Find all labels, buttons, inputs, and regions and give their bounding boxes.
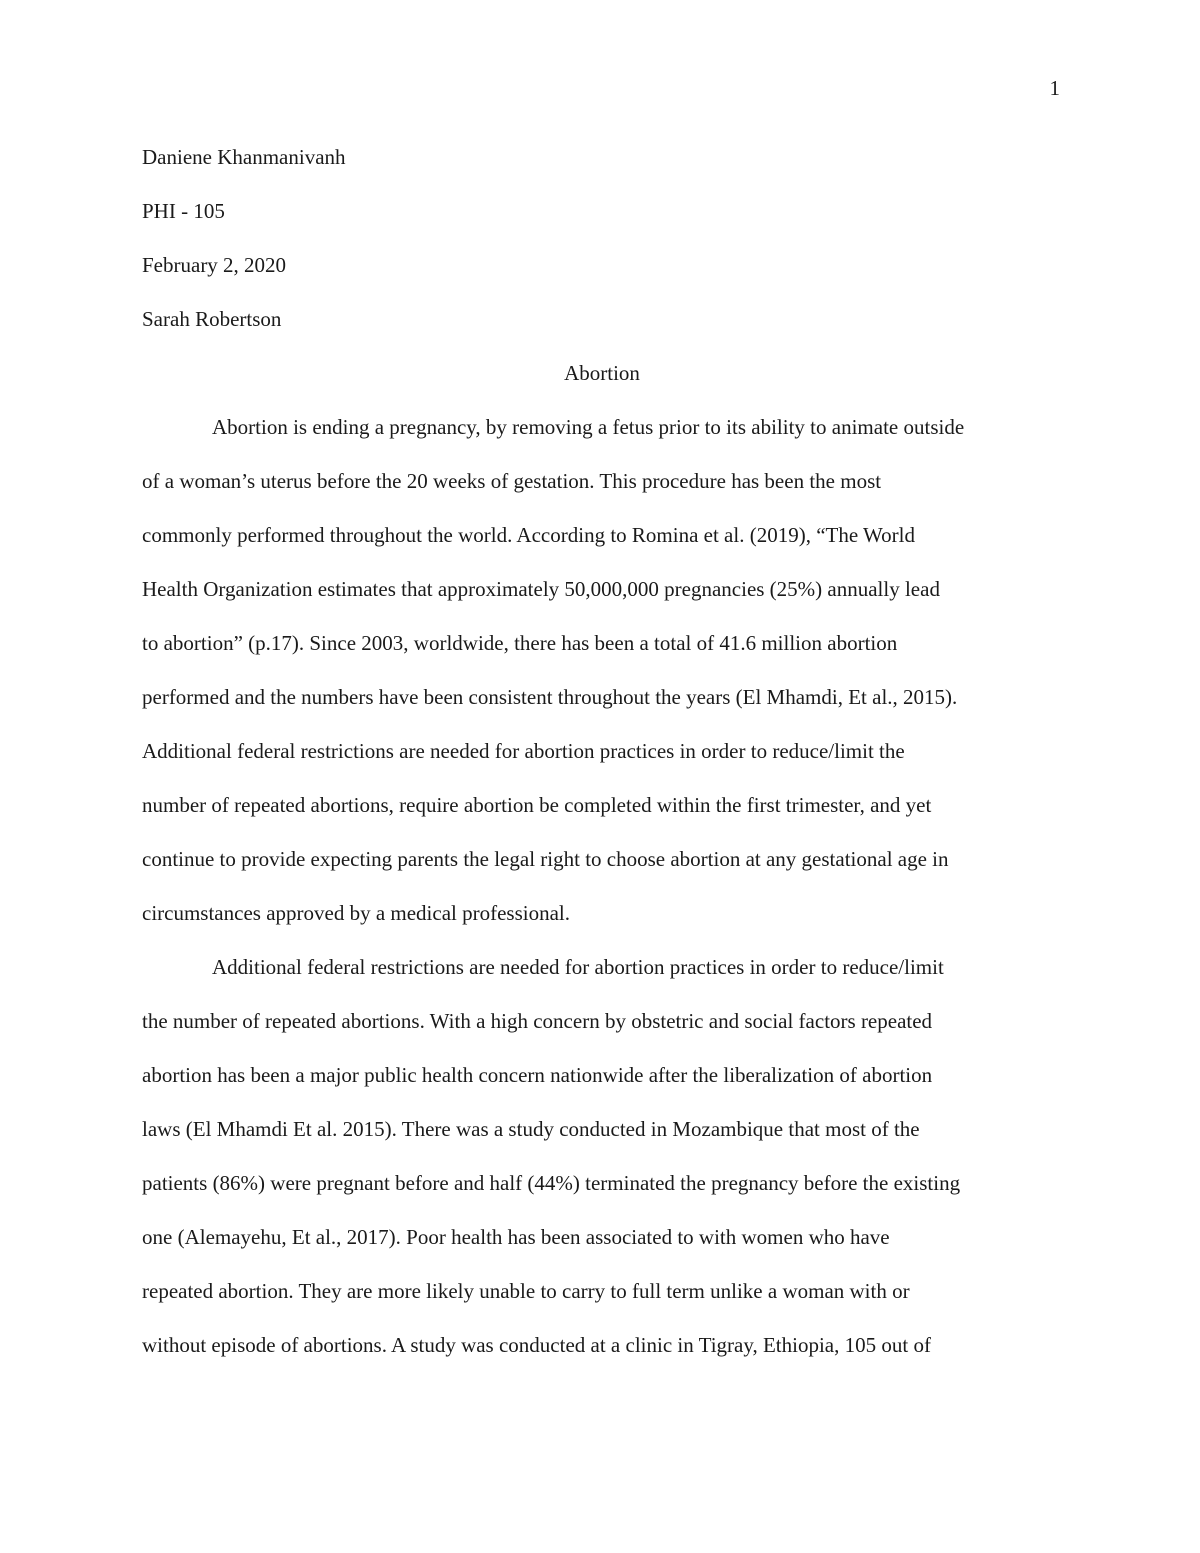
paragraph-line: repeated abortion. They are more likely unable to carry to full term unlike a woman with or — [142, 1279, 910, 1303]
document-body — [142, 142, 1062, 1384]
paragraph-line: laws (El Mhamdi Et al. 2015). There was a study conducted in Mozambique that most of the — [142, 1117, 920, 1141]
essay-title: Abortion — [564, 361, 640, 385]
instructor-name: Sarah Robertson — [142, 307, 282, 331]
course-code: PHI - 105 — [142, 199, 225, 223]
paragraph-line: the number of repeated abortions. With a high concern by obstetric and social factors repeated — [142, 1009, 933, 1033]
page-number: 1 — [1049, 76, 1060, 100]
paragraph-line: Abortion is ending a pregnancy, by removing a fetus prior to its ability to animate outside — [212, 415, 965, 439]
paragraph-line: Health Organization estimates that approximately 50,000,000 pregnancies (25%) annually lead — [142, 577, 940, 601]
paragraph-line: performed and the numbers have been consistent throughout the years (El Mhamdi, Et al., 2015). — [142, 685, 958, 709]
paragraph-line: abortion has been a major public health concern nationwide after the liberalization of abortion — [142, 1063, 933, 1087]
paragraph-line: circumstances approved by a medical professional. — [142, 901, 571, 925]
author-name: Daniene Khanmanivanh — [142, 145, 346, 169]
paragraph-line: Additional federal restrictions are needed for abortion practices in order to reduce/limit the — [142, 739, 905, 763]
paragraph-line: commonly performed throughout the world. According to Romina et al. (2019), “The World — [142, 523, 916, 547]
paragraph-1 — [142, 412, 1062, 952]
paragraph-line: without episode of abortions. A study was conducted at a clinic in Tigray, Ethiopia, 105 out of — [142, 1333, 931, 1357]
paragraph-line: patients (86%) were pregnant before and half (44%) terminated the pregnancy before the existing — [142, 1171, 961, 1195]
paragraph-line: to abortion” (p.17). Since 2003, worldwide, there has been a total of 41.6 million abortion — [142, 631, 898, 655]
paragraph-line: continue to provide expecting parents the legal right to choose abortion at any gestational age in — [142, 847, 949, 871]
paragraph-line: number of repeated abortions, require abortion be completed within the first trimester, and yet — [142, 793, 932, 817]
submission-date: February 2, 2020 — [142, 253, 287, 277]
paragraph-line: one (Alemayehu, Et al., 2017). Poor health has been associated to with women who have — [142, 1225, 890, 1249]
paragraph-line: of a woman’s uterus before the 20 weeks of gestation. This procedure has been the most — [142, 469, 882, 493]
paragraph-2 — [142, 952, 1062, 1384]
paragraph-line: Additional federal restrictions are needed for abortion practices in order to reduce/limit — [212, 955, 944, 979]
